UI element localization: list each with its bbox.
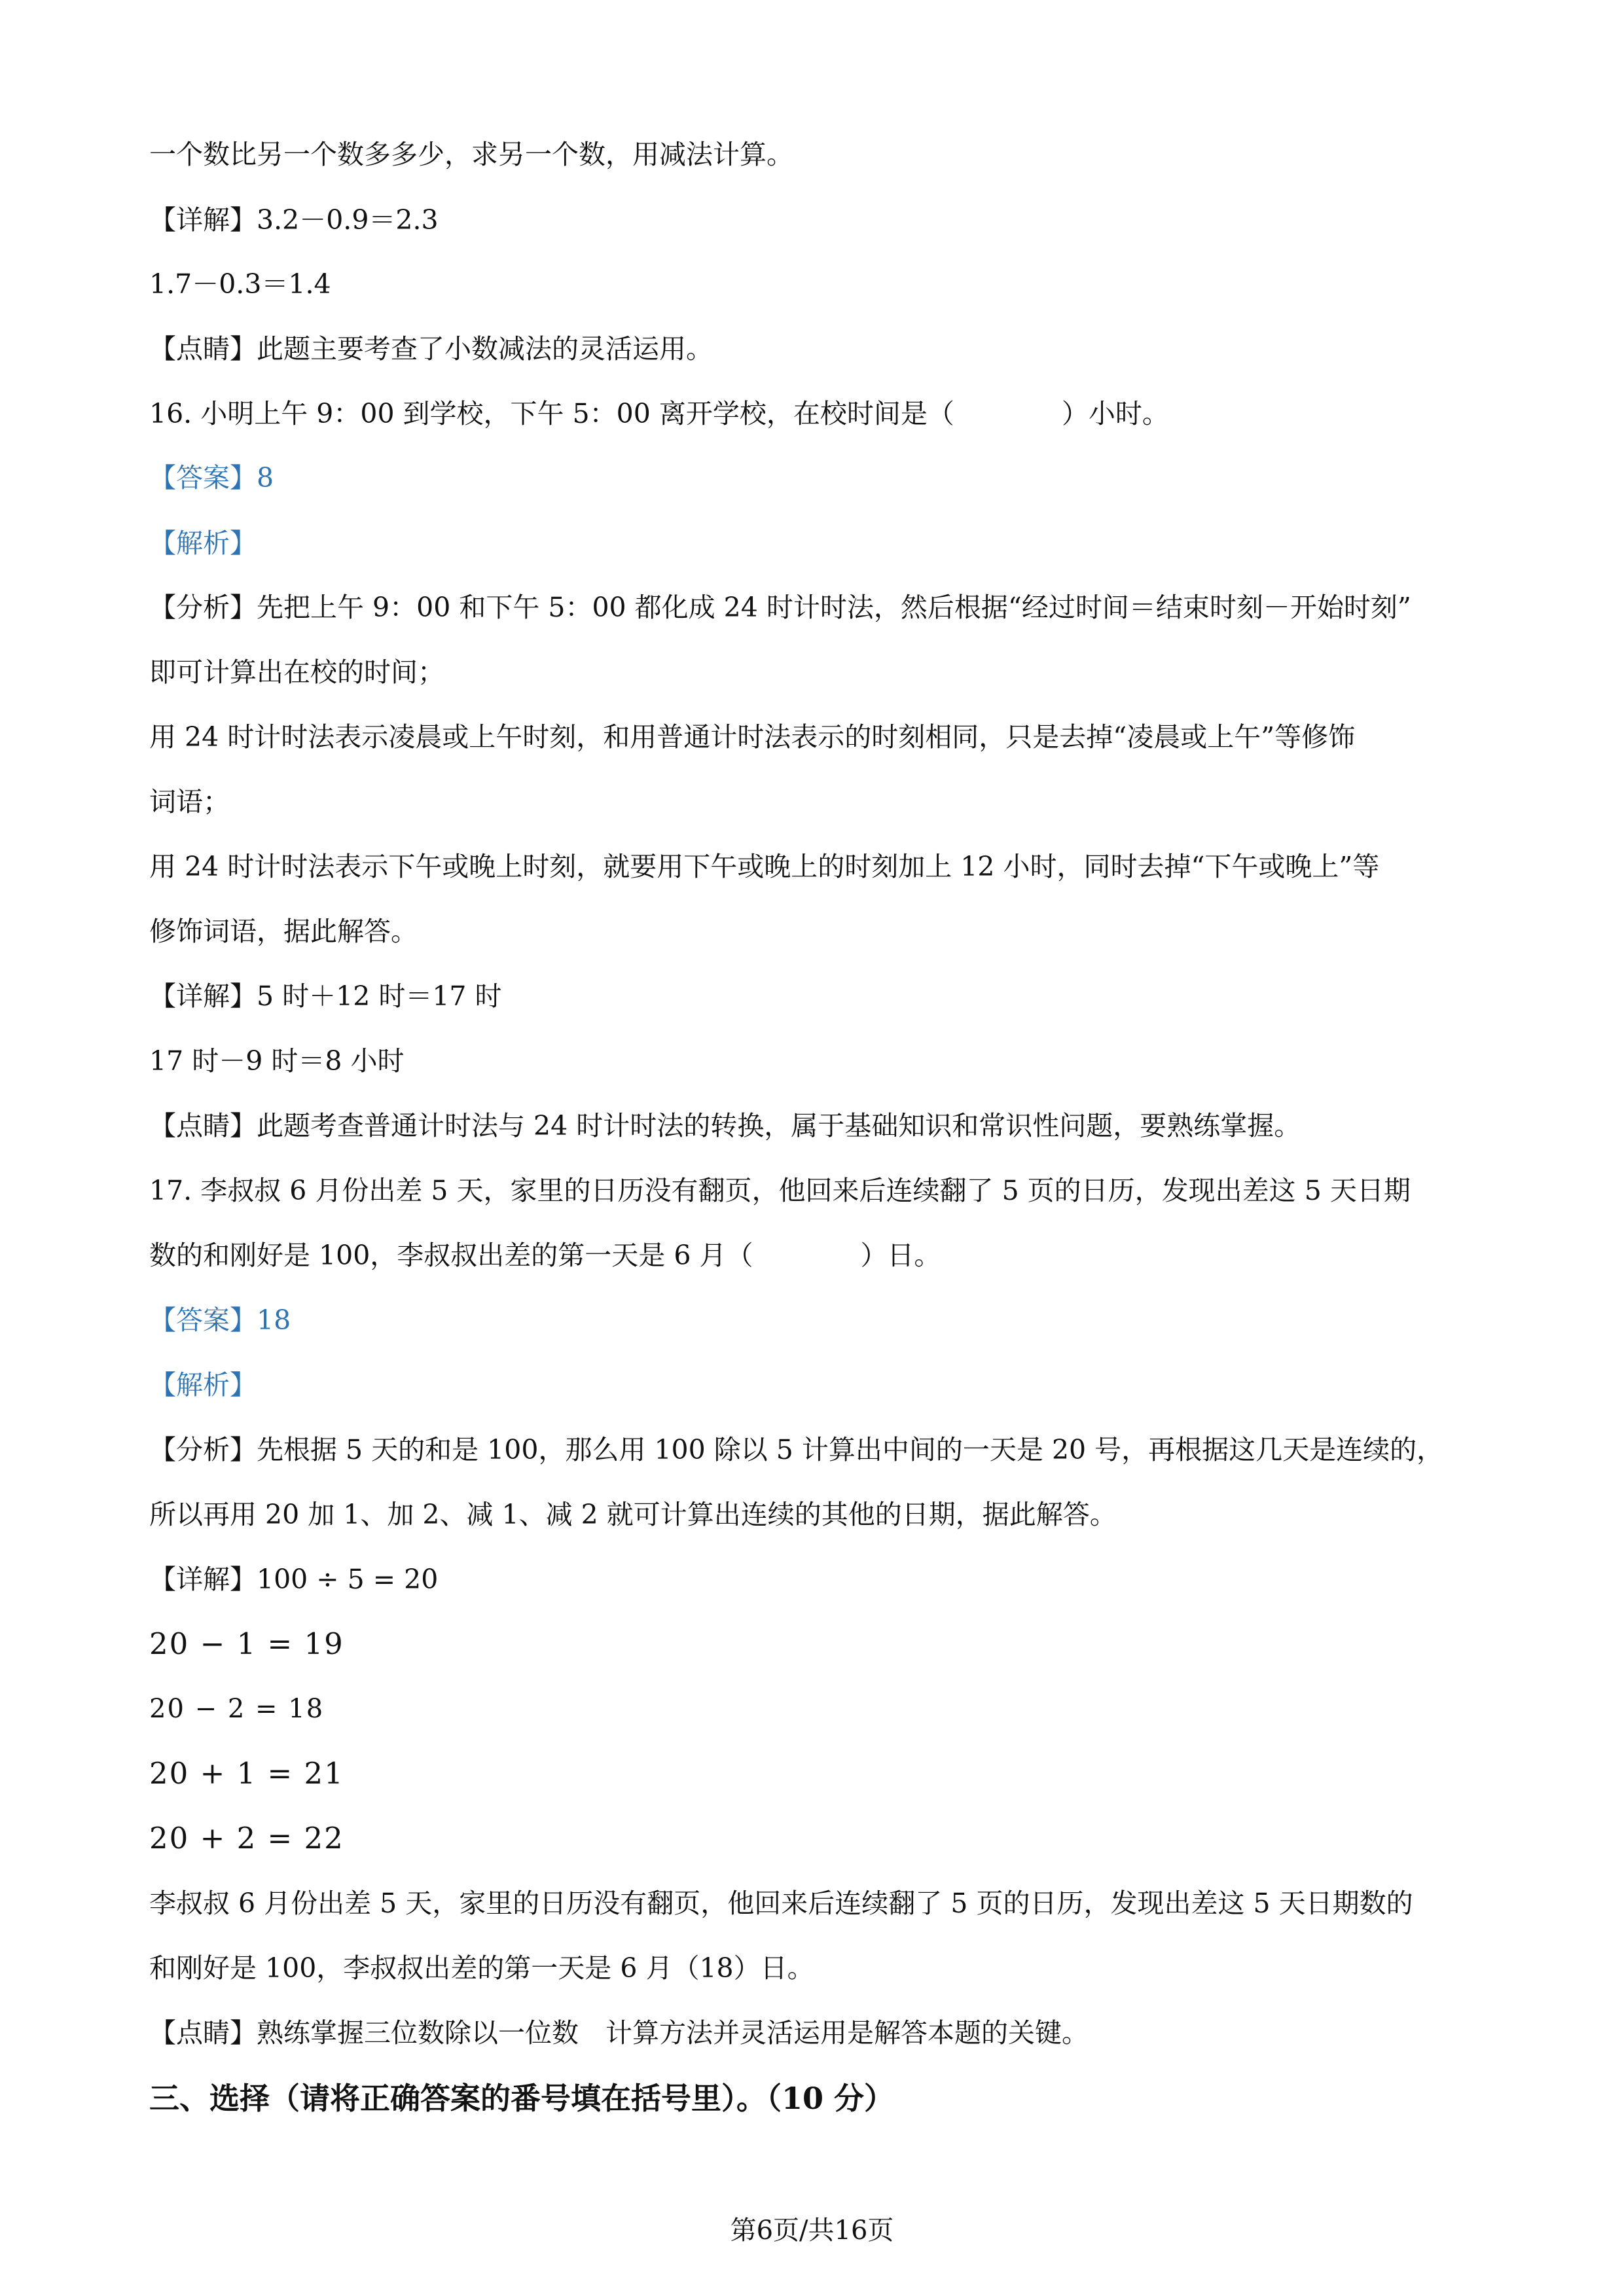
analysis-label: 【解析】 — [149, 528, 257, 559]
analysis-line: 所以再用 20 加 1、加 2、减 1、减 2 就可计算出连续的其他的日期，据此解答。 — [149, 1499, 1117, 1530]
conclusion-line: 李叔叔 6 月份出差 5 天，家里的日历没有翻页，他回来后连续翻了 5 页的日历，发现出差这 5 天日期数的 — [149, 1888, 1413, 1919]
solution-line: 【详解】5 时＋12 时＝17 时 — [149, 980, 502, 1012]
analysis-line: 修饰词语，据此解答。 — [149, 916, 418, 947]
question-16-line: 16. 小明上午 9：00 到学校，下午 5：00 离开学校，在校时间是（ ）小时。 — [149, 398, 1169, 429]
comment-line: 【点睛】此题主要考查了小数减法的灵活运用。 — [149, 333, 713, 365]
section-heading: 三、选择（请将正确答案的番号填在括号里）。（10 分） — [149, 2081, 895, 2116]
comment-line: 【点睛】此题考查普通计时法与 24 时计时法的转换，属于基础知识和常识性问题，要熟练掌握。 — [149, 1110, 1301, 1141]
analysis-label: 【解析】 — [149, 1369, 257, 1401]
analysis-line: 即可计算出在校的时间； — [149, 656, 444, 688]
question-17-line: 17. 李叔叔 6 月份出差 5 天，家里的日历没有翻页，他回来后连续翻了 5 页的日历，发现出差这 5 天日期 — [149, 1175, 1411, 1206]
page-footer: 第6页/共16页 — [730, 2215, 894, 2246]
solution-line: 1.7－0.3＝1.4 — [149, 268, 331, 300]
equation-line: 20 + 2 = 22 — [149, 1821, 344, 1856]
equation-line: 20 + 1 = 21 — [149, 1756, 344, 1791]
analysis-line: 用 24 时计时法表示凌晨或上午时刻，和用普通计时法表示的时刻相同，只是去掉“凌晨或上午”等修饰 — [149, 721, 1356, 753]
equation-line: 20 − 2 = 18 — [149, 1694, 325, 1724]
solution-line: 【详解】3.2－0.9＝2.3 — [149, 204, 439, 236]
answer-label: 【答案】8 — [149, 462, 274, 493]
text-line: 一个数比另一个数多多少，求另一个数，用减法计算。 — [149, 139, 793, 170]
analysis-line: 用 24 时计时法表示下午或晚上时刻，就要用下午或晚上的时刻加上 12 小时，同时去掉“下午或晚上”等 — [149, 851, 1380, 882]
conclusion-line: 和刚好是 100，李叔叔出差的第一天是 6 月（18）日。 — [149, 1952, 814, 1984]
equation-line: 20 − 1 = 19 — [149, 1626, 344, 1661]
analysis-line: 【分析】先把上午 9：00 和下午 5：00 都化成 24 时计时法，然后根据“经过时间＝结束时刻－开始时刻” — [149, 592, 1411, 623]
question-17-line: 数的和刚好是 100，李叔叔出差的第一天是 6 月（ ）日。 — [149, 1240, 941, 1271]
solution-line: 17 时－9 时＝8 小时 — [149, 1045, 405, 1077]
comment-line: 【点睛】熟练掌握三位数除以一位数 计算方法并灵活运用是解答本题的关键。 — [149, 2017, 1089, 2049]
solution-line: 【详解】100 ÷ 5 = 20 — [149, 1564, 439, 1595]
analysis-line: 【分析】先根据 5 天的和是 100，那么用 100 除以 5 计算出中间的一天是 20 号，再根据这几天是连续的， — [149, 1434, 1444, 1465]
answer-label: 【答案】18 — [149, 1304, 291, 1336]
analysis-line: 词语； — [149, 786, 230, 817]
